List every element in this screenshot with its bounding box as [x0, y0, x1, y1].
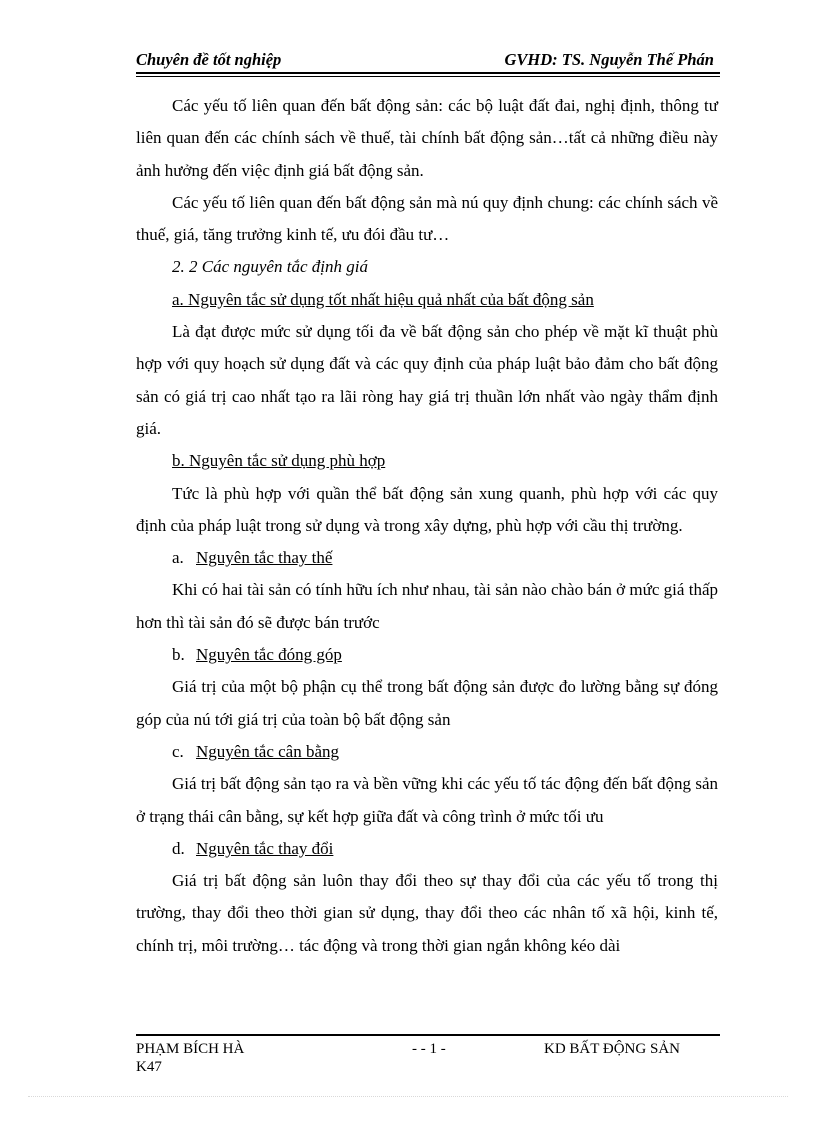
heading-best-use-text: a. Nguyên tắc sử dụng tốt nhất hiệu quả nhất của bất động sản	[172, 289, 594, 309]
heading-suitable-use-text: b. Nguyên tắc sử dụng phù hợp	[172, 451, 386, 471]
page-header	[136, 50, 720, 74]
footer-page-number: - - 1 -	[412, 1041, 446, 1057]
list-marker: c.	[172, 741, 184, 761]
footer-department: KD BẤT ĐỘNG SẢN	[544, 1041, 680, 1057]
footer-author: PHẠM BÍCH HÀ	[136, 1041, 245, 1057]
page-edge-divider	[28, 1096, 788, 1097]
list-title: Nguyên tắc thay thế	[196, 548, 333, 568]
footer-class: K47	[136, 1059, 162, 1075]
section-title: 2. 2 Các nguyên tắc định giá	[172, 257, 368, 277]
list-title: Nguyên tắc thay đổi	[196, 838, 334, 858]
paragraph-best-use: Là đạt được mức sử dụng tối đa về bất động sản cho phép về mặt kĩ thuật phù hợp với quy hoạch sử dụng đất và các quy định của pháp luật bảo đảm cho bất động sản có giá trị cao nhất tạo ra lãi ròng hay giá trị thuần lớn nhất vào ngày thẩm định giá.	[136, 322, 718, 438]
paragraph-substitution: Khi có hai tài sản có tính hữu ích như nhau, tài sản nào chào bán ở mức giá thấp hơn thì tài sản đó sẽ được bán trước	[136, 580, 718, 632]
list-title: Nguyên tắc cân bằng	[196, 741, 340, 761]
footer-rule	[136, 1034, 720, 1036]
paragraph-change: Giá trị bất động sản luôn thay đổi theo sự thay đổi của các yếu tố trong thị trường, thay đổi theo thời gian sử dụng, thay đổi theo các nhân tố xã hội, kinh tế, chính trị, môi trường… tác động và trong thời gian ngắn không kéo dài	[136, 871, 718, 955]
list-marker: b.	[172, 645, 185, 665]
paragraph-contribution: Giá trị của một bộ phận cụ thể trong bất động sản được đo lường bằng sự đóng góp của nú tới giá trị của toàn bộ bất động sản	[136, 677, 718, 729]
list-marker: d.	[172, 838, 185, 858]
list-item-contribution	[136, 639, 718, 671]
paragraph-legal-factors: Các yếu tố liên quan đến bất động sản: các bộ luật đất đai, nghị định, thông tư liên quan đến các chính sách về thuế, tài chính bất động sản…tất cả những điều này ảnh hưởng đến việc định giá bất động sản.	[136, 96, 718, 180]
list-marker: a.	[172, 548, 184, 568]
paragraph-general-factors: Các yếu tố liên quan đến bất động sản mà nú quy định chung: các chính sách về thuế, giá, tăng trưởng kinh tế, ưu đói đầu tư…	[136, 192, 718, 245]
list-item-balance	[136, 736, 718, 768]
paragraph-balance: Giá trị bất động sản tạo ra và bền vững khi các yếu tố tác động đến bất động sản ở trạng thái cân bằng, sự kết hợp giữa đất và công trình ở mức tối ưu	[136, 774, 718, 826]
header-rule	[136, 76, 720, 77]
heading-best-use	[136, 284, 718, 316]
heading-suitable-use	[136, 445, 718, 477]
list-item-substitution	[136, 542, 718, 574]
header-thesis-title: Chuyên đề tốt nghiệp	[136, 50, 282, 69]
list-title: Nguyên tắc đóng góp	[196, 645, 342, 665]
document-body	[136, 90, 718, 962]
paragraph-suitable-use: Tức là phù hợp với quần thể bất động sản xung quanh, phù hợp với các quy định của pháp luật trong sử dụng và trong xây dựng, phù hợp với cầu thị trường.	[136, 483, 718, 535]
list-item-change	[136, 833, 718, 865]
header-advisor: GVHD: TS. Nguyễn Thế Phán	[504, 50, 714, 69]
